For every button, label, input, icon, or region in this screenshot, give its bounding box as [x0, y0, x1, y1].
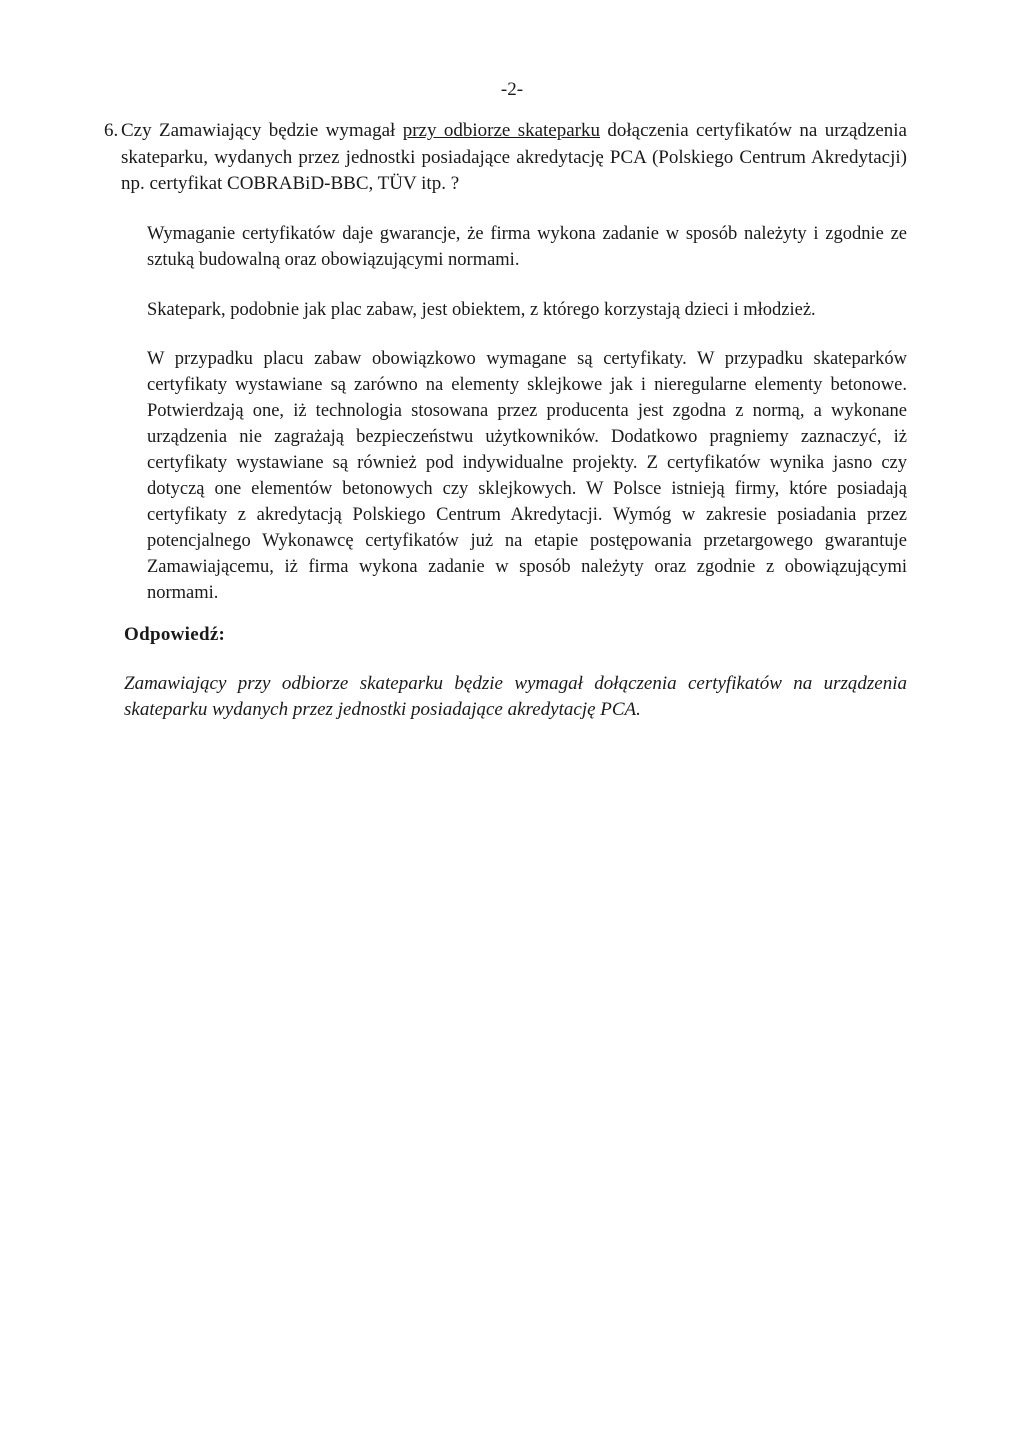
question-6	[104, 118, 907, 198]
question-text-underlined: przy odbiorze skateparku	[402, 120, 601, 141]
paragraph-skatepark-users: Skatepark, podobnie jak plac zabaw, jest obiektem, z którego korzystają dzieci i młodzież.	[147, 300, 816, 320]
question-number: 6.	[104, 120, 119, 141]
answer-text: Zamawiający przy odbiorze skateparku będzie wymagał dołączenia certyfikatów na urządzenia skateparku wydanych przez jednostki posiadające akredytację PCA.	[124, 673, 907, 720]
paragraph-certificates-guarantee: Wymaganie certyfikatów daje gwarancje, że firma wykona zadanie w sposób należyty i zgodnie ze sztuką budowalną oraz obowiązującymi normami.	[147, 224, 907, 270]
answer-heading: Odpowiedź:	[124, 624, 226, 645]
paragraph-certificates-details: W przypadku placu zabaw obowiązkowo wymagane są certyfikaty. W przypadku skateparków certyfikaty wystawiane są zarówno na elementy sklejkowe jak i nieregularne elementy betonowe. Potwierdzają one, iż technologia stosowana przez producenta jest zgodna z normą, a wykonane urządzenia nie zagrażają bezpieczeństwu użytkowników. Dodatkowo pragniemy zaznaczyć, iż certyfikaty wystawiane są również pod indywidualne projekty. Z certyfikatów wynika jasno czy dotyczą one elementów betonowych czy sklejkowych. W Polsce istnieją firmy, które posiadają certyfikaty z akredytacją Polskiego Centrum Akredytacji. Wymóg w zakresie posiadania przez potencjalnego Wykonawcę certyfikatów już na etapie postępowania przetargowego gwarantuje Zamawiającemu, iż firma wykona zadanie w sposób należyty oraz zgodnie z obowiązującymi normami.	[147, 349, 907, 603]
question-text-end: dołączenia certyfikatów na urządzenia skateparku, wydanych przez jednostki posiadające akredytację PCA (Polskiego Centrum Akredytacji) np. certyfikat COBRABiD-BBC, TÜV itp. ?	[121, 120, 907, 194]
question-text-start: Czy Zamawiający będzie wymagał	[121, 120, 403, 141]
page-number: -2-	[500, 79, 524, 100]
